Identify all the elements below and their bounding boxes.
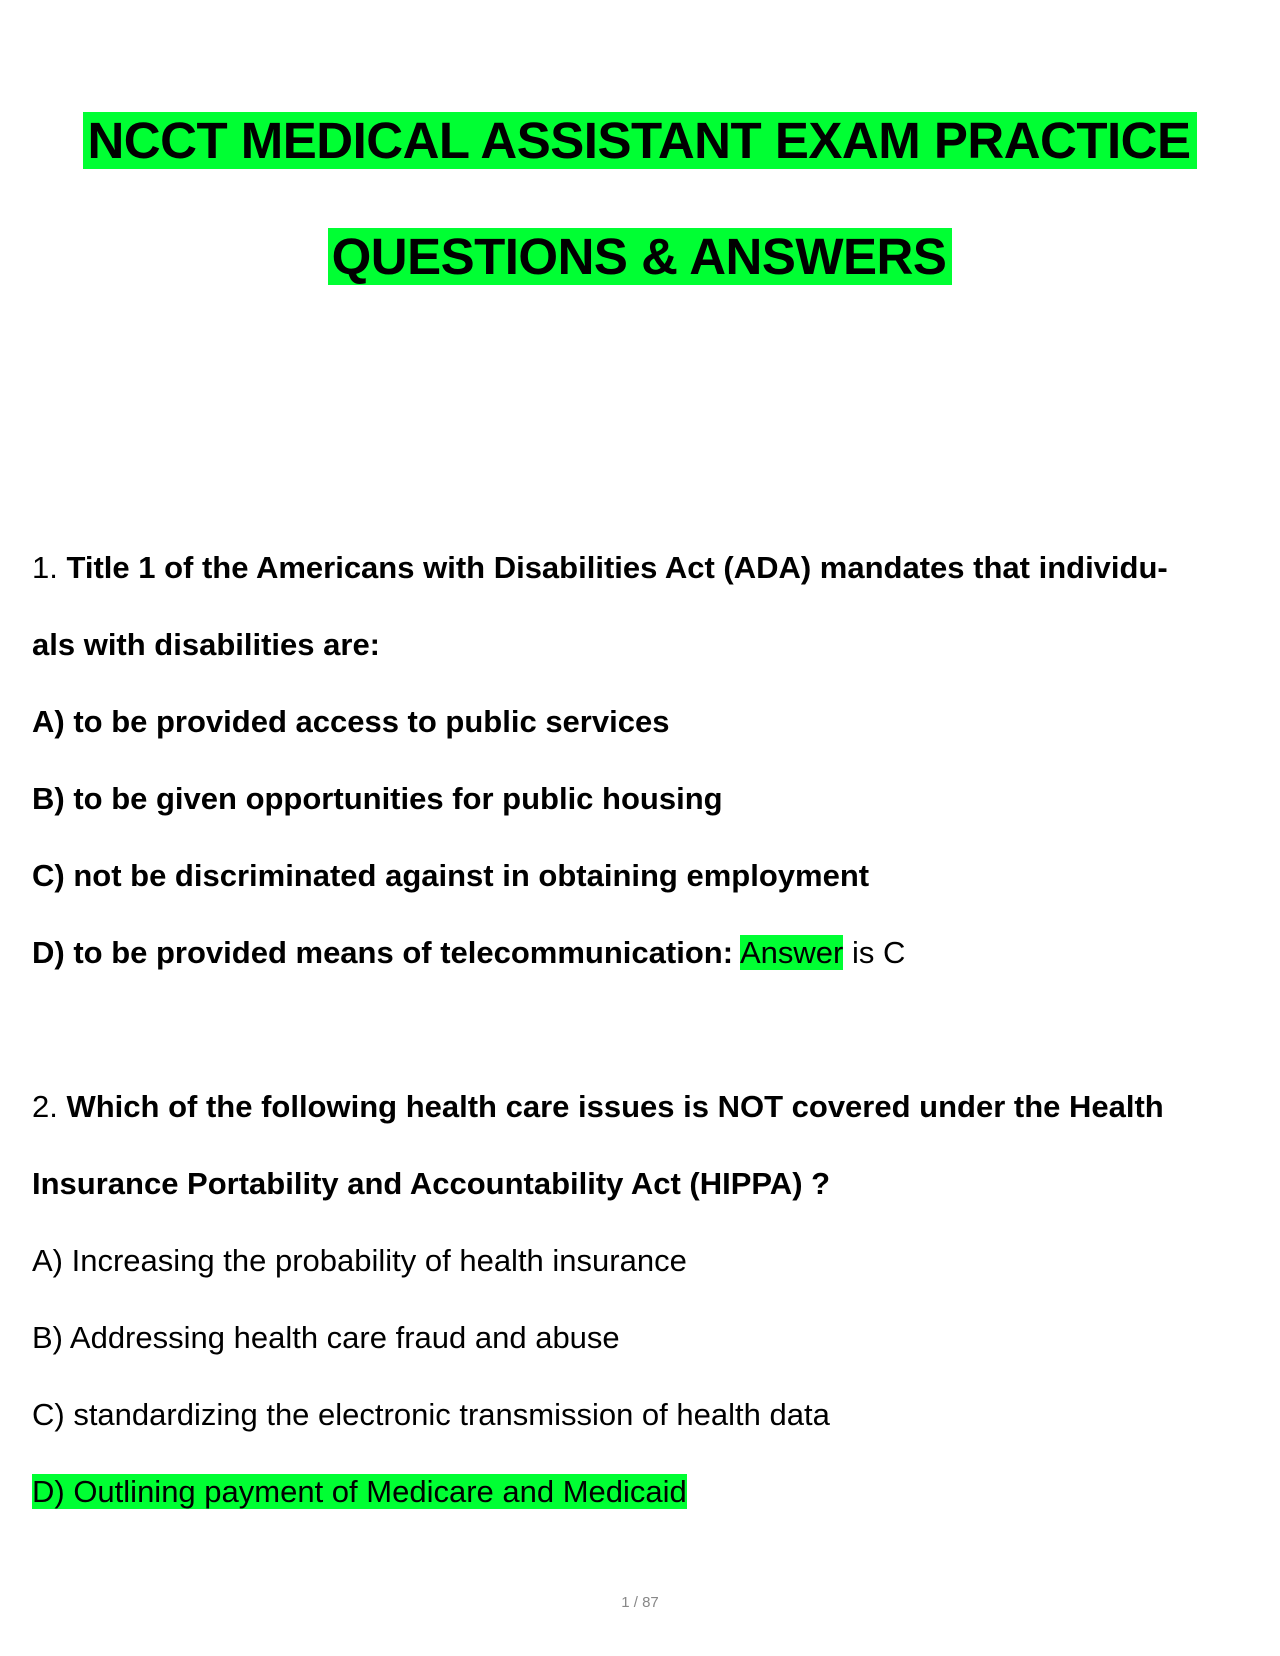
title-highlight-2: QUESTIONS & ANSWERS — [328, 228, 953, 285]
document-title-line-1 — [0, 112, 1280, 170]
question-1-text-line-2: als with disabilities are: — [32, 627, 381, 662]
question-2-stem-line-1: Which of the following health care issues is NOT covered under the Health — [66, 1089, 1164, 1124]
question-1-option-b: B) to be given opportunities for public housing — [32, 781, 723, 816]
title-highlight-1: NCCT MEDICAL ASSISTANT EXAM PRACTICE — [83, 112, 1196, 169]
question-1-number: 1. — [32, 550, 58, 585]
page-indicator: 1 / 87 — [621, 1594, 659, 1611]
question-1-stem-line-1: Title 1 of the Americans with Disabilities Act (ADA) mandates that individu- — [66, 550, 1168, 585]
question-1-option-a: A) to be provided access to public services — [32, 704, 670, 739]
question-1-answer-value: is C — [851, 935, 906, 970]
question-2-option-d-highlighted-answer: D) Outlining payment of Medicare and Medicaid — [32, 1474, 687, 1509]
document-title-line-2 — [0, 228, 1280, 286]
question-2-text-line-2: Insurance Portability and Accountability Act (HIPPA) ? — [32, 1166, 831, 1201]
question-2-option-d-row — [32, 1472, 687, 1512]
question-2-option-b: B) Addressing health care fraud and abuse — [32, 1320, 620, 1355]
question-1-answer-label: Answer — [739, 935, 844, 970]
question-2-number: 2. — [32, 1089, 58, 1124]
question-2-option-c: C) standardizing the electronic transmission of health data — [32, 1397, 830, 1432]
question-1-text-line-1 — [32, 548, 1168, 588]
question-1-option-d: D) to be provided means of telecommunication: — [32, 935, 734, 970]
question-1-option-d-row — [32, 933, 905, 973]
question-2-option-a: A) Increasing the probability of health insurance — [32, 1243, 687, 1278]
question-1-option-c: C) not be discriminated against in obtaining employment — [32, 858, 870, 893]
question-2-text-line-1 — [32, 1087, 1164, 1127]
